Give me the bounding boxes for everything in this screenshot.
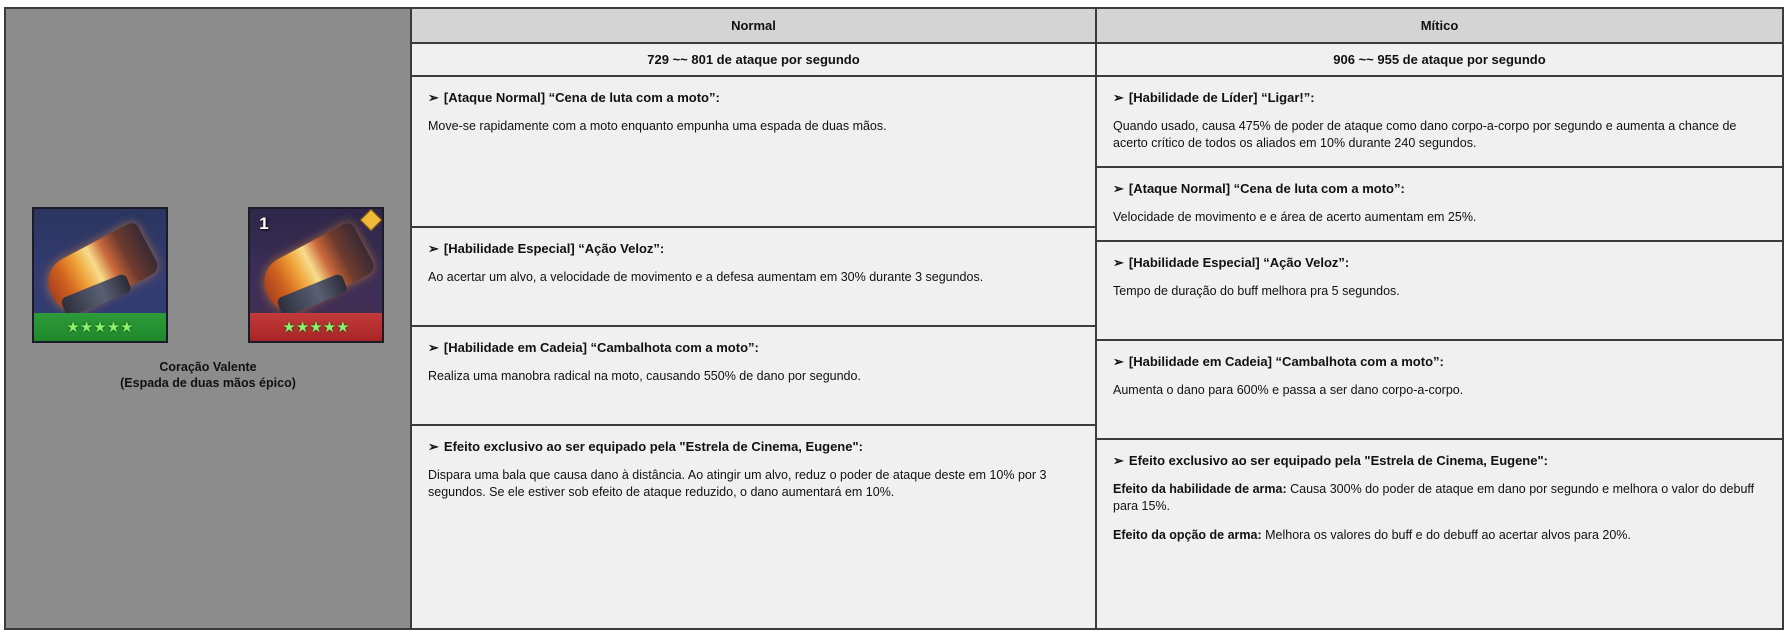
skill-title	[1113, 90, 1766, 106]
table-body	[412, 77, 1782, 628]
skill-desc: Velocidade de movimento e e área de acerto aumentam em 25%.	[1113, 210, 1477, 224]
level-badge: 1	[259, 214, 269, 233]
skill-title-text: [Habilidade Especial] “Ação Veloz”:	[443, 241, 665, 256]
skill-title-text: [Habilidade em Cadeia] “Cambalhota com a moto”:	[1128, 354, 1444, 369]
item-caption	[6, 359, 410, 391]
skill-desc: Ao acertar um alvo, a velocidade de movimento e a defesa aumentam em 30% durante 3 segundos.	[428, 270, 984, 284]
arrow-icon: ➢	[1113, 453, 1124, 468]
table-header-row	[412, 9, 1782, 44]
arrow-icon: ➢	[428, 241, 439, 256]
arrow-icon: ➢	[1113, 255, 1124, 270]
weapon-option-lead: Efeito da opção de arma:	[1113, 528, 1262, 542]
skill-title	[1113, 453, 1766, 469]
arrow-icon: ➢	[1113, 90, 1124, 105]
skill-block	[1097, 341, 1782, 440]
skill-block	[1097, 168, 1782, 242]
item-name: Coração Valente	[159, 360, 257, 374]
weapon-ability-text: Causa 300% do poder de ataque em dano por segundo e melhora o valor do debuff para 15%.	[1113, 482, 1755, 513]
skill-block	[1097, 440, 1782, 628]
skill-desc-weapon-option	[1113, 527, 1766, 544]
skill-title	[1113, 181, 1766, 197]
star-rating-mythic: ★★★★★	[282, 318, 350, 336]
skill-title-text: [Ataque Normal] “Cena de luta com a moto”:	[1128, 181, 1405, 196]
arrow-icon: ➢	[428, 340, 439, 355]
skill-block	[412, 426, 1095, 628]
skill-title	[1113, 255, 1766, 271]
attack-rate-normal: 729 ~~ 801 de ataque por segundo	[412, 44, 1097, 77]
skill-title-text: [Ataque Normal] “Cena de luta com a moto”:	[443, 90, 720, 105]
weapon-art-icon	[39, 220, 161, 320]
skill-title	[428, 439, 1079, 455]
arrow-icon: ➢	[1113, 354, 1124, 369]
skill-desc: Tempo de duração do buff melhora pra 5 segundos.	[1113, 284, 1400, 298]
skill-block	[1097, 242, 1782, 341]
arrow-icon: ➢	[428, 90, 439, 105]
star-rating-normal: ★★★★★	[66, 318, 134, 336]
skill-desc: Aumenta o dano para 600% e passa a ser dano corpo-a-corpo.	[1113, 383, 1464, 397]
item-icons-row	[6, 207, 410, 343]
weapon-ability-lead: Efeito da habilidade de arma:	[1113, 482, 1287, 496]
skill-block	[412, 228, 1095, 327]
arrow-icon: ➢	[428, 439, 439, 454]
skill-desc: Move-se rapidamente com a moto enquanto empunha uma espada de duas mãos.	[428, 119, 887, 133]
weapon-option-text: Melhora os valores do buff e do debuff ao acertar alvos para 20%.	[1261, 528, 1631, 542]
skill-title	[428, 90, 1079, 106]
column-normal	[412, 77, 1097, 628]
skill-block	[412, 327, 1095, 426]
sword-icon-mythic[interactable]	[248, 207, 384, 343]
skill-title	[1113, 354, 1766, 370]
skill-title	[428, 241, 1079, 257]
sword-icon-normal[interactable]	[32, 207, 168, 343]
gem-icon	[360, 209, 383, 232]
arrow-icon: ➢	[1113, 181, 1124, 196]
sheet-frame	[4, 7, 1784, 630]
skill-title-text: Efeito exclusivo ao ser equipado pela "Estrela de Cinema, Eugene":	[443, 439, 863, 454]
attack-rate-row	[412, 44, 1782, 77]
skill-desc: Quando usado, causa 475% de poder de ataque como dano corpo-a-corpo por segundo e aumenta a chance de acerto crítico de todos os aliados em 10% durante 240 segundos.	[1113, 119, 1737, 150]
skill-title-text: Efeito exclusivo ao ser equipado pela "Estrela de Cinema, Eugene":	[1128, 453, 1548, 468]
rarity-bar-normal	[34, 313, 166, 341]
attack-rate-mythic: 906 ~~ 955 de ataque por segundo	[1097, 44, 1782, 77]
skill-desc: Realiza uma manobra radical na moto, causando 550% de dano por segundo.	[428, 369, 861, 383]
skill-title-text: [Habilidade em Cadeia] “Cambalhota com a moto”:	[443, 340, 759, 355]
skill-title-text: [Habilidade Especial] “Ação Veloz”:	[1128, 255, 1350, 270]
column-header-normal: Normal	[412, 9, 1097, 44]
skill-title-text: [Habilidade de Líder] “Ligar!”:	[1128, 90, 1315, 105]
item-preview-panel	[6, 9, 412, 628]
column-mythic	[1097, 77, 1782, 628]
column-header-mythic: Mítico	[1097, 9, 1782, 44]
skill-title	[428, 340, 1079, 356]
stats-table	[412, 9, 1782, 628]
item-type: (Espada de duas mãos épico)	[120, 376, 296, 390]
skill-desc: Dispara uma bala que causa dano à distância. Ao atingir um alvo, reduz o poder de ataque deste em 10% por 3 segundos. Se ele estiver sob efeito de ataque reduzido, o dano aumentará em 10%.	[428, 468, 1047, 499]
rarity-bar-mythic	[250, 313, 382, 341]
skill-desc-weapon-ability	[1113, 481, 1766, 515]
skill-block	[1097, 77, 1782, 168]
skill-block	[412, 77, 1095, 228]
